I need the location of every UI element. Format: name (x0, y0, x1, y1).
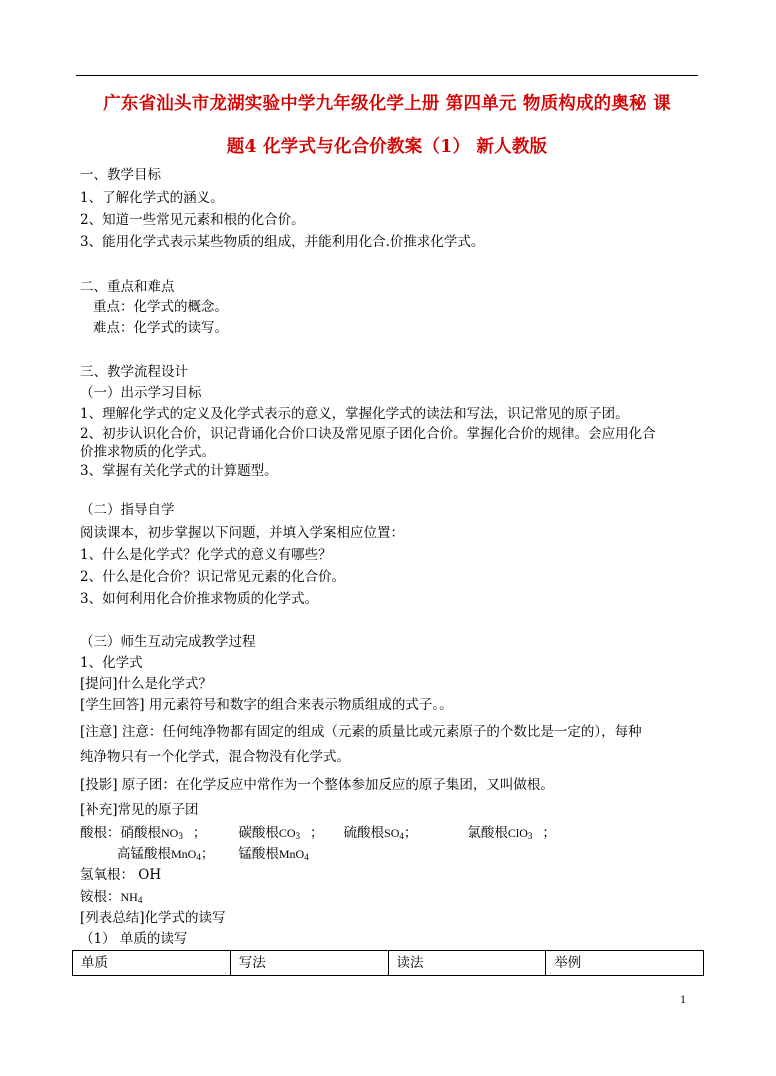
separator: ； (192, 825, 207, 841)
permanganate-line (117, 845, 309, 866)
sulfate-label: 硫酸根 (343, 825, 385, 841)
carbonate-formula: $CO_3$ (278, 826, 301, 841)
text-line: 3、掌握有关化学式的计算题型。 (80, 463, 278, 479)
nitrate-label: 硝酸根 (120, 825, 161, 841)
text-line: 1、理解化学式的定义及化学式表示的意义，掌握化学式的读法和写法，识记常见的原子团。 (80, 406, 629, 422)
text-line: 3、能用化学式表示某些物质的组成，并能利用化合.价推求化学式。 (80, 234, 485, 250)
acid-label: 酸根： (80, 825, 121, 841)
table-header-cell: 写法 (231, 951, 389, 975)
text-line: （1） 单质的读写 (80, 931, 188, 947)
permanganate-label: 高锰酸根 (117, 846, 171, 862)
text-line: 重点：化学式的概念。 (93, 299, 228, 315)
table-header-cell: 单质 (73, 951, 231, 975)
text-line: [提问]什么是化学式？ (80, 676, 213, 692)
section-heading: 一、教学目标 (80, 167, 161, 183)
separator: ； (200, 846, 215, 862)
document-title-line-1: 广东省汕头市龙湖实验中学九年级化学上册 第四单元 物质构成的奥秘 课 (103, 94, 671, 114)
acid-radicals-line (80, 824, 556, 845)
header-rule (76, 75, 698, 76)
document-title-line-2: 题4 化学式与化合价教案（1） 新人教版 (226, 137, 548, 157)
text-line: 2、什么是化合价？识记常见元素的化合价。 (80, 569, 346, 585)
text-line: 难点：化学式的读写。 (93, 320, 228, 336)
hydroxide-line: 氢氧根： OH (80, 867, 162, 883)
ammonium-formula: $NH_4$ (120, 890, 143, 905)
text-line: [投影] 原子团：在化学反应中常作为一个整体参加反应的原子集团，又叫做根。 (80, 777, 554, 793)
table-header-cell: 举例 (554, 955, 582, 971)
ammonium-line: 铵根：$NH_4$ (80, 889, 143, 905)
section-heading: 三、教学流程设计 (80, 364, 188, 380)
permanganate-formula: MnO$_4$ (171, 847, 201, 862)
section-heading: 二、重点和难点 (80, 279, 175, 295)
manganate-formula: MnO$_4$ (278, 847, 309, 862)
table-header-cell: 读法 (389, 951, 547, 975)
text-line: 1、了解化学式的涵义。 (80, 190, 224, 206)
text-line: 纯净物只有一个化学式，混合物没有化学式。 (80, 749, 350, 765)
text-line: 1、什么是化学式？化学式的意义有哪些？ (80, 547, 332, 563)
page-number: 1 (680, 992, 686, 1006)
text-line: 价推求物质的化学式。 (80, 444, 215, 460)
text-line: [列表总结]化学式的读写 (80, 910, 226, 926)
text-line: 2、知道一些常见元素和根的化合价。 (80, 212, 305, 228)
separator: ； (542, 825, 556, 841)
manganate-label: 锰酸根 (238, 846, 279, 862)
text-line: [注意] 注意：任何纯净物都有固定的组成（元素的质量比或元素原子的个数比是一定的），每种 (80, 724, 642, 740)
sulfate-formula: $SO_4$ (384, 826, 404, 841)
text-line: 3、如何利用化合价推求物质的化学式。 (80, 591, 319, 607)
elements-table (72, 950, 704, 976)
text-line: [补充]常见的原子团 (80, 802, 199, 818)
text-line: [学生回答] 用元素符号和数字的组合来表示物质组成的式子。。 (80, 697, 453, 713)
subsection-heading: （一）出示学习目标 (80, 385, 202, 401)
chlorate-formula: ClO$_3$ (507, 826, 533, 841)
carbonate-label: 碳酸根 (238, 825, 279, 841)
subsection-heading: （三）师生互动完成教学过程 (80, 634, 256, 650)
text-line: 阅读课本，初步掌握以下问题，并填入学案相应位置： (80, 525, 404, 541)
chlorate-label: 氯酸根 (467, 825, 508, 841)
separator: ； (310, 825, 324, 841)
subsection-heading: （二）指导自学 (80, 502, 175, 518)
separator: ； (403, 825, 418, 841)
text-line: 2、初步认识化合价，识记背诵化合价口诀及常见原子团化合价。掌握化合价的规律。会应用化合 (80, 426, 656, 442)
nitrate-formula: $NO_3$ (161, 826, 183, 841)
text-line: 1、化学式 (80, 655, 143, 671)
